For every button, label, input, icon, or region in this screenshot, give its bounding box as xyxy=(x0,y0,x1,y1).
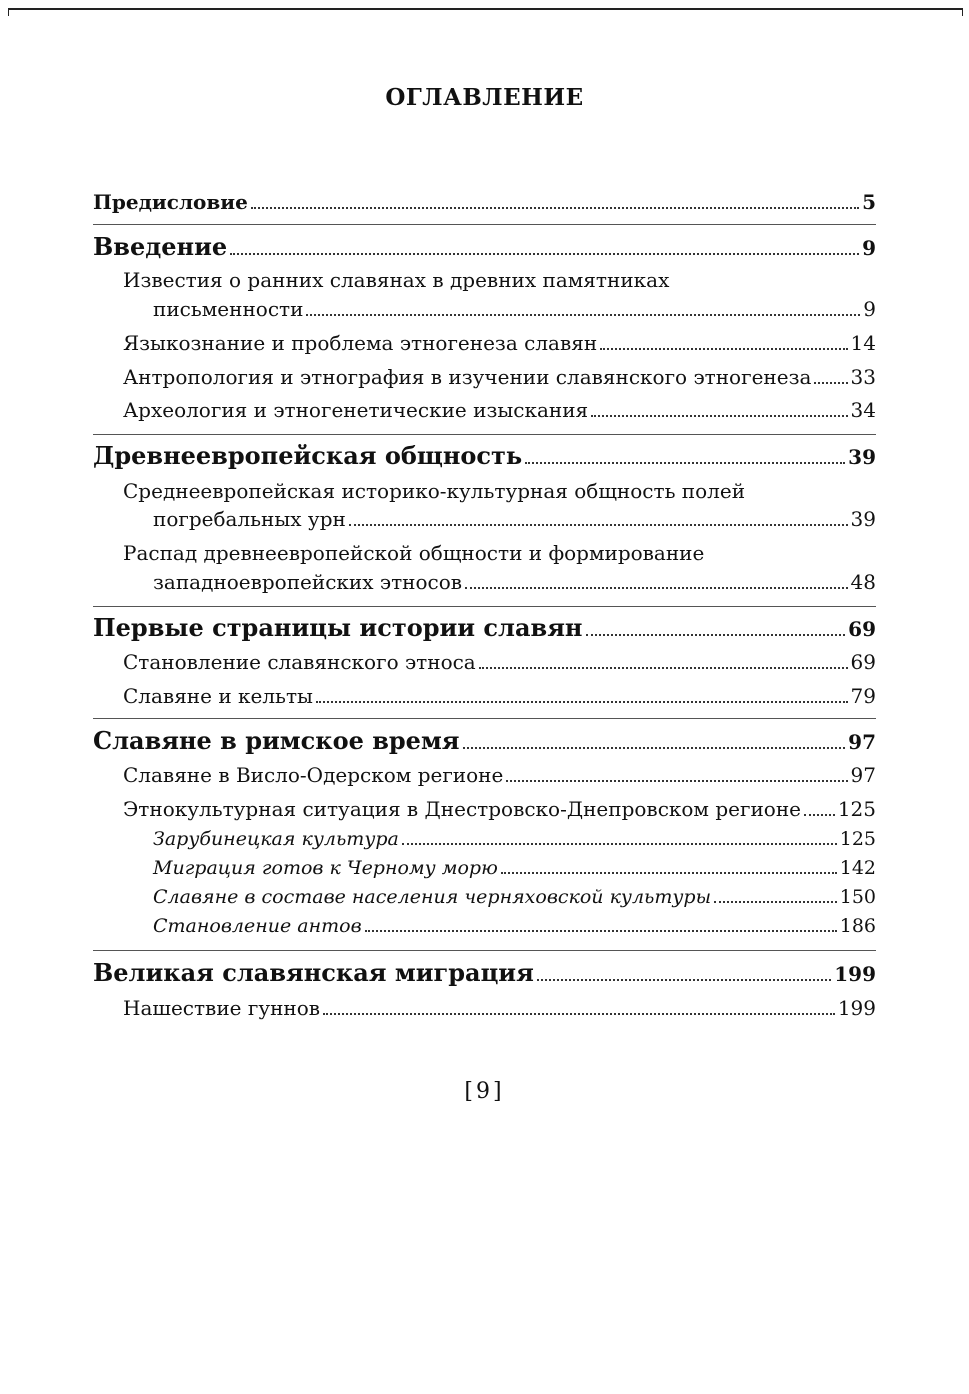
section-divider xyxy=(93,434,876,435)
toc-entry-intro-4[interactable]: Археология и этногенетические изыскания 34 xyxy=(123,398,876,422)
toc-entry-ancient-1-line1[interactable]: Среднеевропейская историко-культурная общность полей xyxy=(123,479,746,503)
section-divider xyxy=(93,224,876,225)
toc-entry-first-1[interactable]: Становление славянского этноса 69 xyxy=(123,650,876,674)
page-number: [9] xyxy=(464,1079,505,1104)
toc-entry-intro-2[interactable]: Языкознание и проблема этногенеза славян 14 xyxy=(123,331,876,355)
section-divider xyxy=(93,950,876,951)
toc-entry-first-pages[interactable]: Первые страницы истории славян 69 xyxy=(93,613,876,642)
toc-entry-preface[interactable]: Предисловие 5 xyxy=(93,190,876,214)
toc-entry-roman-2c[interactable]: Славяне в составе населения черняховской культуры 150 xyxy=(153,886,876,908)
toc-entry-roman-2[interactable]: Этнокультурная ситуация в Днестровско-Днепровском регионе 125 xyxy=(123,797,876,821)
toc-entry-ancient-1[interactable]: погребальных урн 39 xyxy=(153,507,876,531)
section-divider xyxy=(93,606,876,607)
toc-entry-intro-1[interactable]: письменности 9 xyxy=(153,297,876,321)
toc-entry-first-2[interactable]: Славяне и кельты 79 xyxy=(123,684,876,708)
toc-entry-migration[interactable]: Великая славянская миграция 199 xyxy=(93,958,876,987)
toc-entry-intro[interactable]: Введение 9 xyxy=(93,232,876,261)
toc-entry-roman[interactable]: Славяне в римское время 97 xyxy=(93,726,876,755)
toc-entry-migration-1[interactable]: Нашествие гуннов 199 xyxy=(123,996,876,1020)
toc-entry-ancient-2-line1[interactable]: Распад древнеевропейской общности и формирование xyxy=(123,541,705,565)
toc-entry-roman-1[interactable]: Славяне в Висло-Одерском регионе 97 xyxy=(123,763,876,787)
toc-entry-ancient[interactable]: Древнеевропейская общность 39 xyxy=(93,441,876,470)
toc-entry-roman-2d[interactable]: Становление антов 186 xyxy=(153,915,876,937)
toc-entry-ancient-2[interactable]: западноевропейских этносов 48 xyxy=(153,570,876,594)
toc-entry-intro-1-line1[interactable]: Известия о ранних славянах в древних памятниках xyxy=(123,268,670,292)
toc-entry-roman-2a[interactable]: Зарубинецкая культура 125 xyxy=(153,828,876,850)
page-title: ОГЛАВЛЕНИЕ xyxy=(385,84,584,111)
page-border xyxy=(8,8,963,16)
section-divider xyxy=(93,718,876,719)
toc-entry-intro-3[interactable]: Антропология и этнография в изучении славянского этногенеза 33 xyxy=(123,365,876,389)
toc-entry-roman-2b[interactable]: Миграция готов к Черному морю 142 xyxy=(153,857,876,879)
